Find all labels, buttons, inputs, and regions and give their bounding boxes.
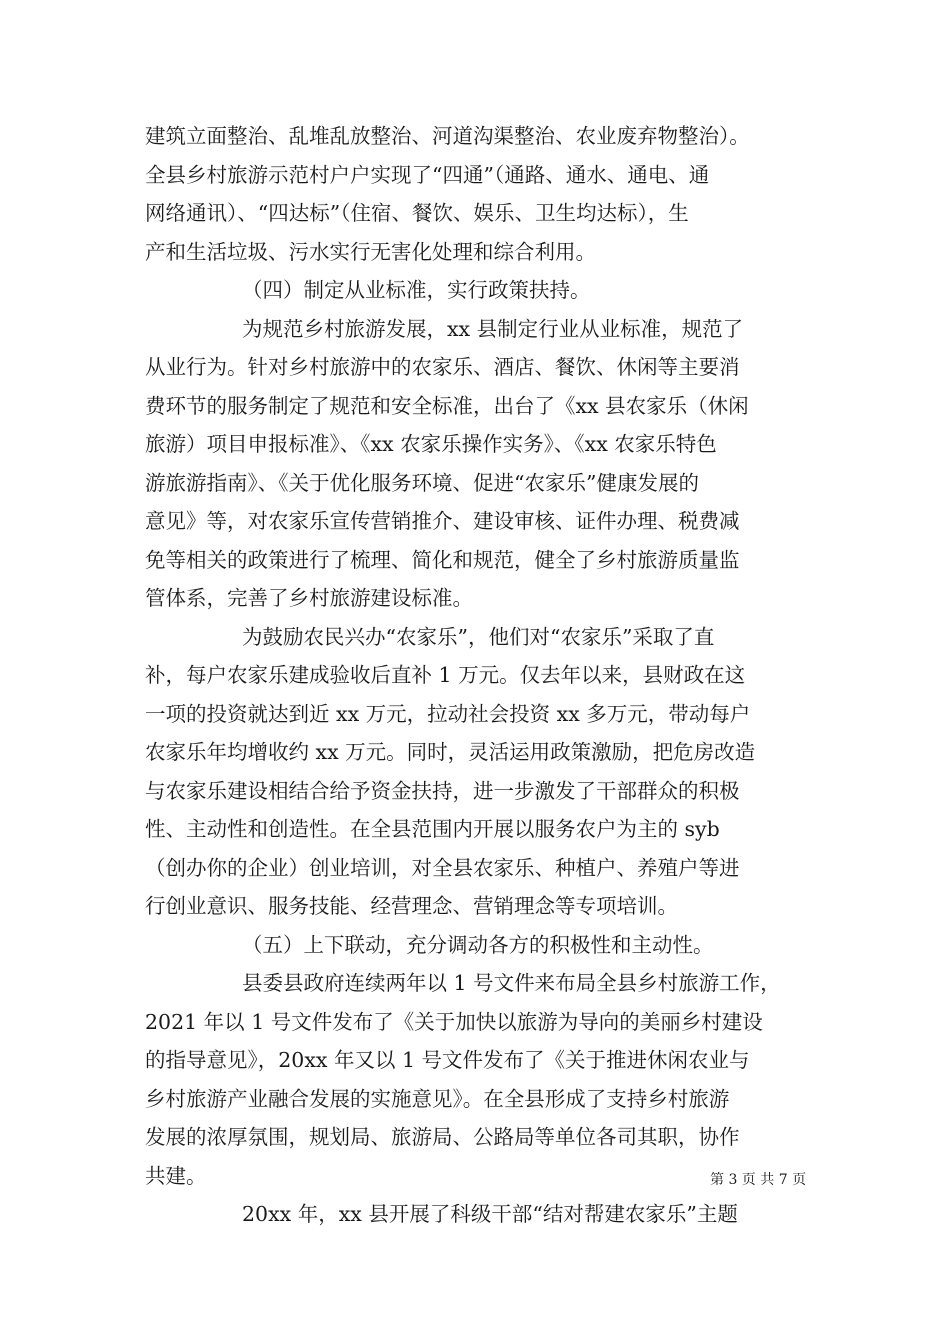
- text-line: 2021 年以 1 号文件发布了《关于加快以旅游为导向的美丽乡村建设: [145, 1009, 763, 1034]
- text-line: 管体系，完善了乡村旅游建设标准。: [145, 586, 473, 610]
- document-body: [145, 117, 809, 1234]
- text-line: 补，每户农家乐建成验收后直补 1 万元。仅去年以来，县财政在这: [145, 663, 746, 687]
- text-line: 建筑立面整治、乱堆乱放整治、河道沟渠整治、农业废弃物整治）。: [145, 124, 750, 148]
- text-line: 费环节的服务制定了规范和安全标准，出台了《xx 县农家乐（休闲: [145, 393, 749, 418]
- text-line: 发展的浓厚氛围，规划局、旅游局、公路局等单位各司其职，协作: [145, 1125, 740, 1149]
- text-line: 网络通讯）、“四达标”（住宿、餐饮、娱乐、卫生均达标），生: [145, 201, 689, 225]
- text-line: （创办你的企业）创业培训，对全县农家乐、种植户、养殖户等进: [145, 855, 740, 880]
- text-line: 的指导意见》，20xx 年又以 1 号文件发布了《关于推进休闲农业与: [145, 1048, 750, 1072]
- text-line: 共建。: [145, 1163, 207, 1188]
- text-line: 免等相关的政策进行了梳理、简化和规范，健全了乡村旅游质量监: [145, 547, 740, 572]
- text-line: 旅游）项目申报标准》、《xx 农家乐操作实务》、《xx 农家乐特色: [145, 432, 717, 456]
- text-line: 性、主动性和创造性。在全县范围内开展以服务农户为主的 syb: [145, 817, 720, 841]
- text-line: 20xx 年，xx 县开展了科级干部“结对帮建农家乐”主题: [242, 1202, 738, 1226]
- text-line: 产和生活垃圾、污水实行无害化处理和综合利用。: [145, 239, 596, 264]
- text-line: 县委县政府连续两年以 1 号文件来布局全县乡村旅游工作，: [242, 971, 781, 995]
- section-heading: （五）上下联动，充分调动各方的积极性和主动性。: [242, 932, 714, 957]
- text-line: 从业行为。针对乡村旅游中的农家乐、酒店、餐饮、休闲等主要消: [145, 355, 740, 379]
- text-line: 为鼓励农民兴办“农家乐”，他们对“农家乐”采取了直: [242, 624, 715, 649]
- text-line: 为规范乡村旅游发展，xx 县制定行业从业标准，规范了: [242, 316, 744, 341]
- text-line: 行创业意识、服务技能、经营理念、营销理念等专项培训。: [145, 894, 678, 918]
- page-number-footer: 第 3 页 共 7 页: [710, 1172, 807, 1188]
- text-line: 一项的投资就达到近 xx 万元，拉动社会投资 xx 多万元，带动每户: [145, 701, 751, 726]
- section-heading: （四）制定从业标准，实行政策扶持。: [242, 278, 591, 302]
- text-line: 与农家乐建设相结合给予资金扶持，进一步激发了干部群众的积极: [145, 778, 740, 803]
- text-line: 游旅游指南》、《关于优化服务环境、促进“农家乐”健康发展的: [145, 470, 699, 495]
- text-line: 农家乐年均增收约 xx 万元。同时，灵活运用政策激励，把危房改造: [145, 740, 756, 764]
- text-line: 意见》等，对农家乐宣传营销推介、建设审核、证件办理、税费减: [145, 509, 740, 533]
- text-line: 全县乡村旅游示范村户户实现了“四通”（通路、通水、通电、通: [145, 162, 710, 187]
- text-line: 乡村旅游产业融合发展的实施意见》。在全县形成了支持乡村旅游: [145, 1086, 730, 1111]
